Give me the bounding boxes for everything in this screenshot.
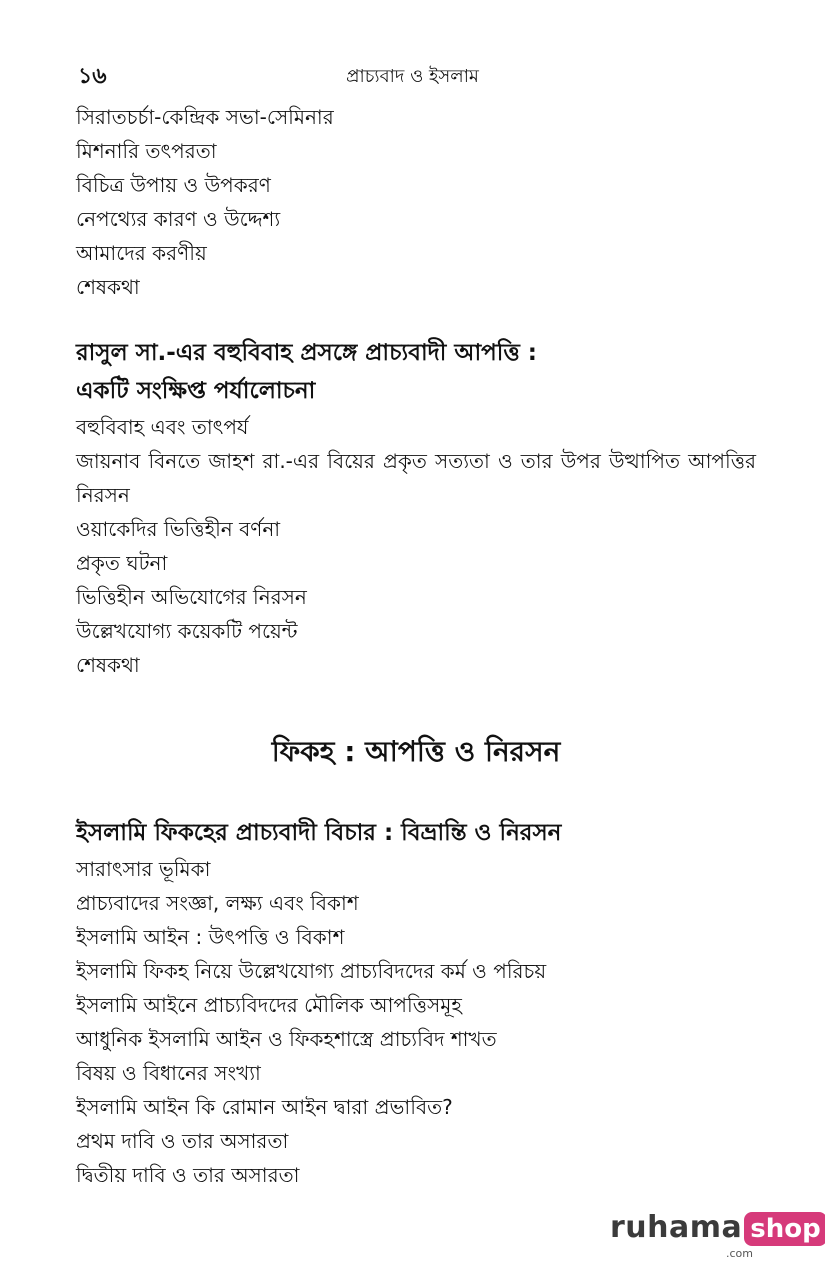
toc-item: দ্বিতীয় দাবি ও তার অসারতা bbox=[76, 1163, 300, 1187]
table-of-contents bbox=[76, 100, 756, 1192]
toc-item: সারাৎসার ভূমিকা bbox=[76, 857, 211, 881]
toc-item: প্রথম দাবি ও তার অসারতা bbox=[76, 1129, 289, 1153]
chapter-title-line2: একটি সংক্ষিপ্ত পর্যালোচনা bbox=[76, 378, 316, 404]
toc-item: বিষয় ও বিধানের সংখ্যা bbox=[76, 1061, 261, 1085]
toc-item: নেপথ্যের কারণ ও উদ্দেশ্য bbox=[76, 207, 281, 231]
toc-item: বহুবিবাহ এবং তাৎপর্য bbox=[76, 415, 249, 439]
toc-item: ইসলামি আইন কি রোমান আইন দ্বারা প্রভাবিত? bbox=[76, 1095, 453, 1119]
toc-item: সিরাতচর্চা-কেন্দ্রিক সভা-সেমিনার bbox=[76, 105, 334, 129]
toc-item: শেষকথা bbox=[76, 275, 140, 299]
page-number: ১৬ bbox=[78, 64, 107, 89]
toc-item: ওয়াকেদির ভিত্তিহীন বর্ণনা bbox=[76, 517, 281, 541]
toc-item: শেষকথা bbox=[76, 653, 140, 677]
logo-brand-right: shop bbox=[750, 1214, 821, 1244]
logo-brand-left: ruhama bbox=[610, 1210, 743, 1245]
chapter-title: ইসলামি ফিকহের প্রাচ্যবাদী বিচার : বিভ্রান্তি ও নিরসন bbox=[76, 820, 562, 846]
toc-item: প্রাচ্যবাদের সংজ্ঞা, লক্ষ্য এবং বিকাশ bbox=[76, 891, 359, 915]
toc-item: প্রকৃত ঘটনা bbox=[76, 551, 168, 575]
toc-item: বিচিত্র উপায় ও উপকরণ bbox=[76, 173, 271, 197]
running-title: প্রাচ্যবাদ ও ইসলাম bbox=[346, 66, 479, 87]
part-title: ফিকহ : আপত্তি ও নিরসন bbox=[271, 735, 561, 768]
toc-item: আমাদের করণীয় bbox=[76, 241, 207, 265]
ruhamashop-watermark-logo bbox=[610, 1208, 825, 1260]
toc-item: মিশনারি তৎপরতা bbox=[76, 139, 217, 163]
chapter-title-line1: রাসুল সা.-এর বহুবিবাহ প্রসঙ্গে প্রাচ্যবাদী আপত্তি : bbox=[76, 340, 537, 366]
toc-item: উল্লেখযোগ্য কয়েকটি পয়েন্ট bbox=[76, 619, 298, 643]
logo-brand-box bbox=[744, 1212, 825, 1246]
toc-item: আধুনিক ইসলামি আইন ও ফিকহশাস্ত্রে প্রাচ্যবিদ শাখত bbox=[76, 1027, 497, 1051]
toc-item: জায়নাব বিনতে জাহশ রা.-এর বিয়ের প্রকৃত সত্যতা ও তার উপর উত্থাপিত আপত্তির নিরসন bbox=[76, 449, 756, 507]
toc-item: ইসলামি আইন : উৎপত্তি ও বিকাশ bbox=[76, 925, 345, 949]
toc-item: ইসলামি ফিকহ নিয়ে উল্লেখযোগ্য প্রাচ্যবিদদের কর্ম ও পরিচয় bbox=[76, 959, 547, 983]
logo-suffix: .com bbox=[726, 1247, 753, 1260]
toc-item: ভিত্তিহীন অভিযোগের নিরসন bbox=[76, 585, 307, 609]
toc-item: ইসলামি আইনে প্রাচ্যবিদদের মৌলিক আপত্তিসমূহ bbox=[76, 993, 462, 1017]
